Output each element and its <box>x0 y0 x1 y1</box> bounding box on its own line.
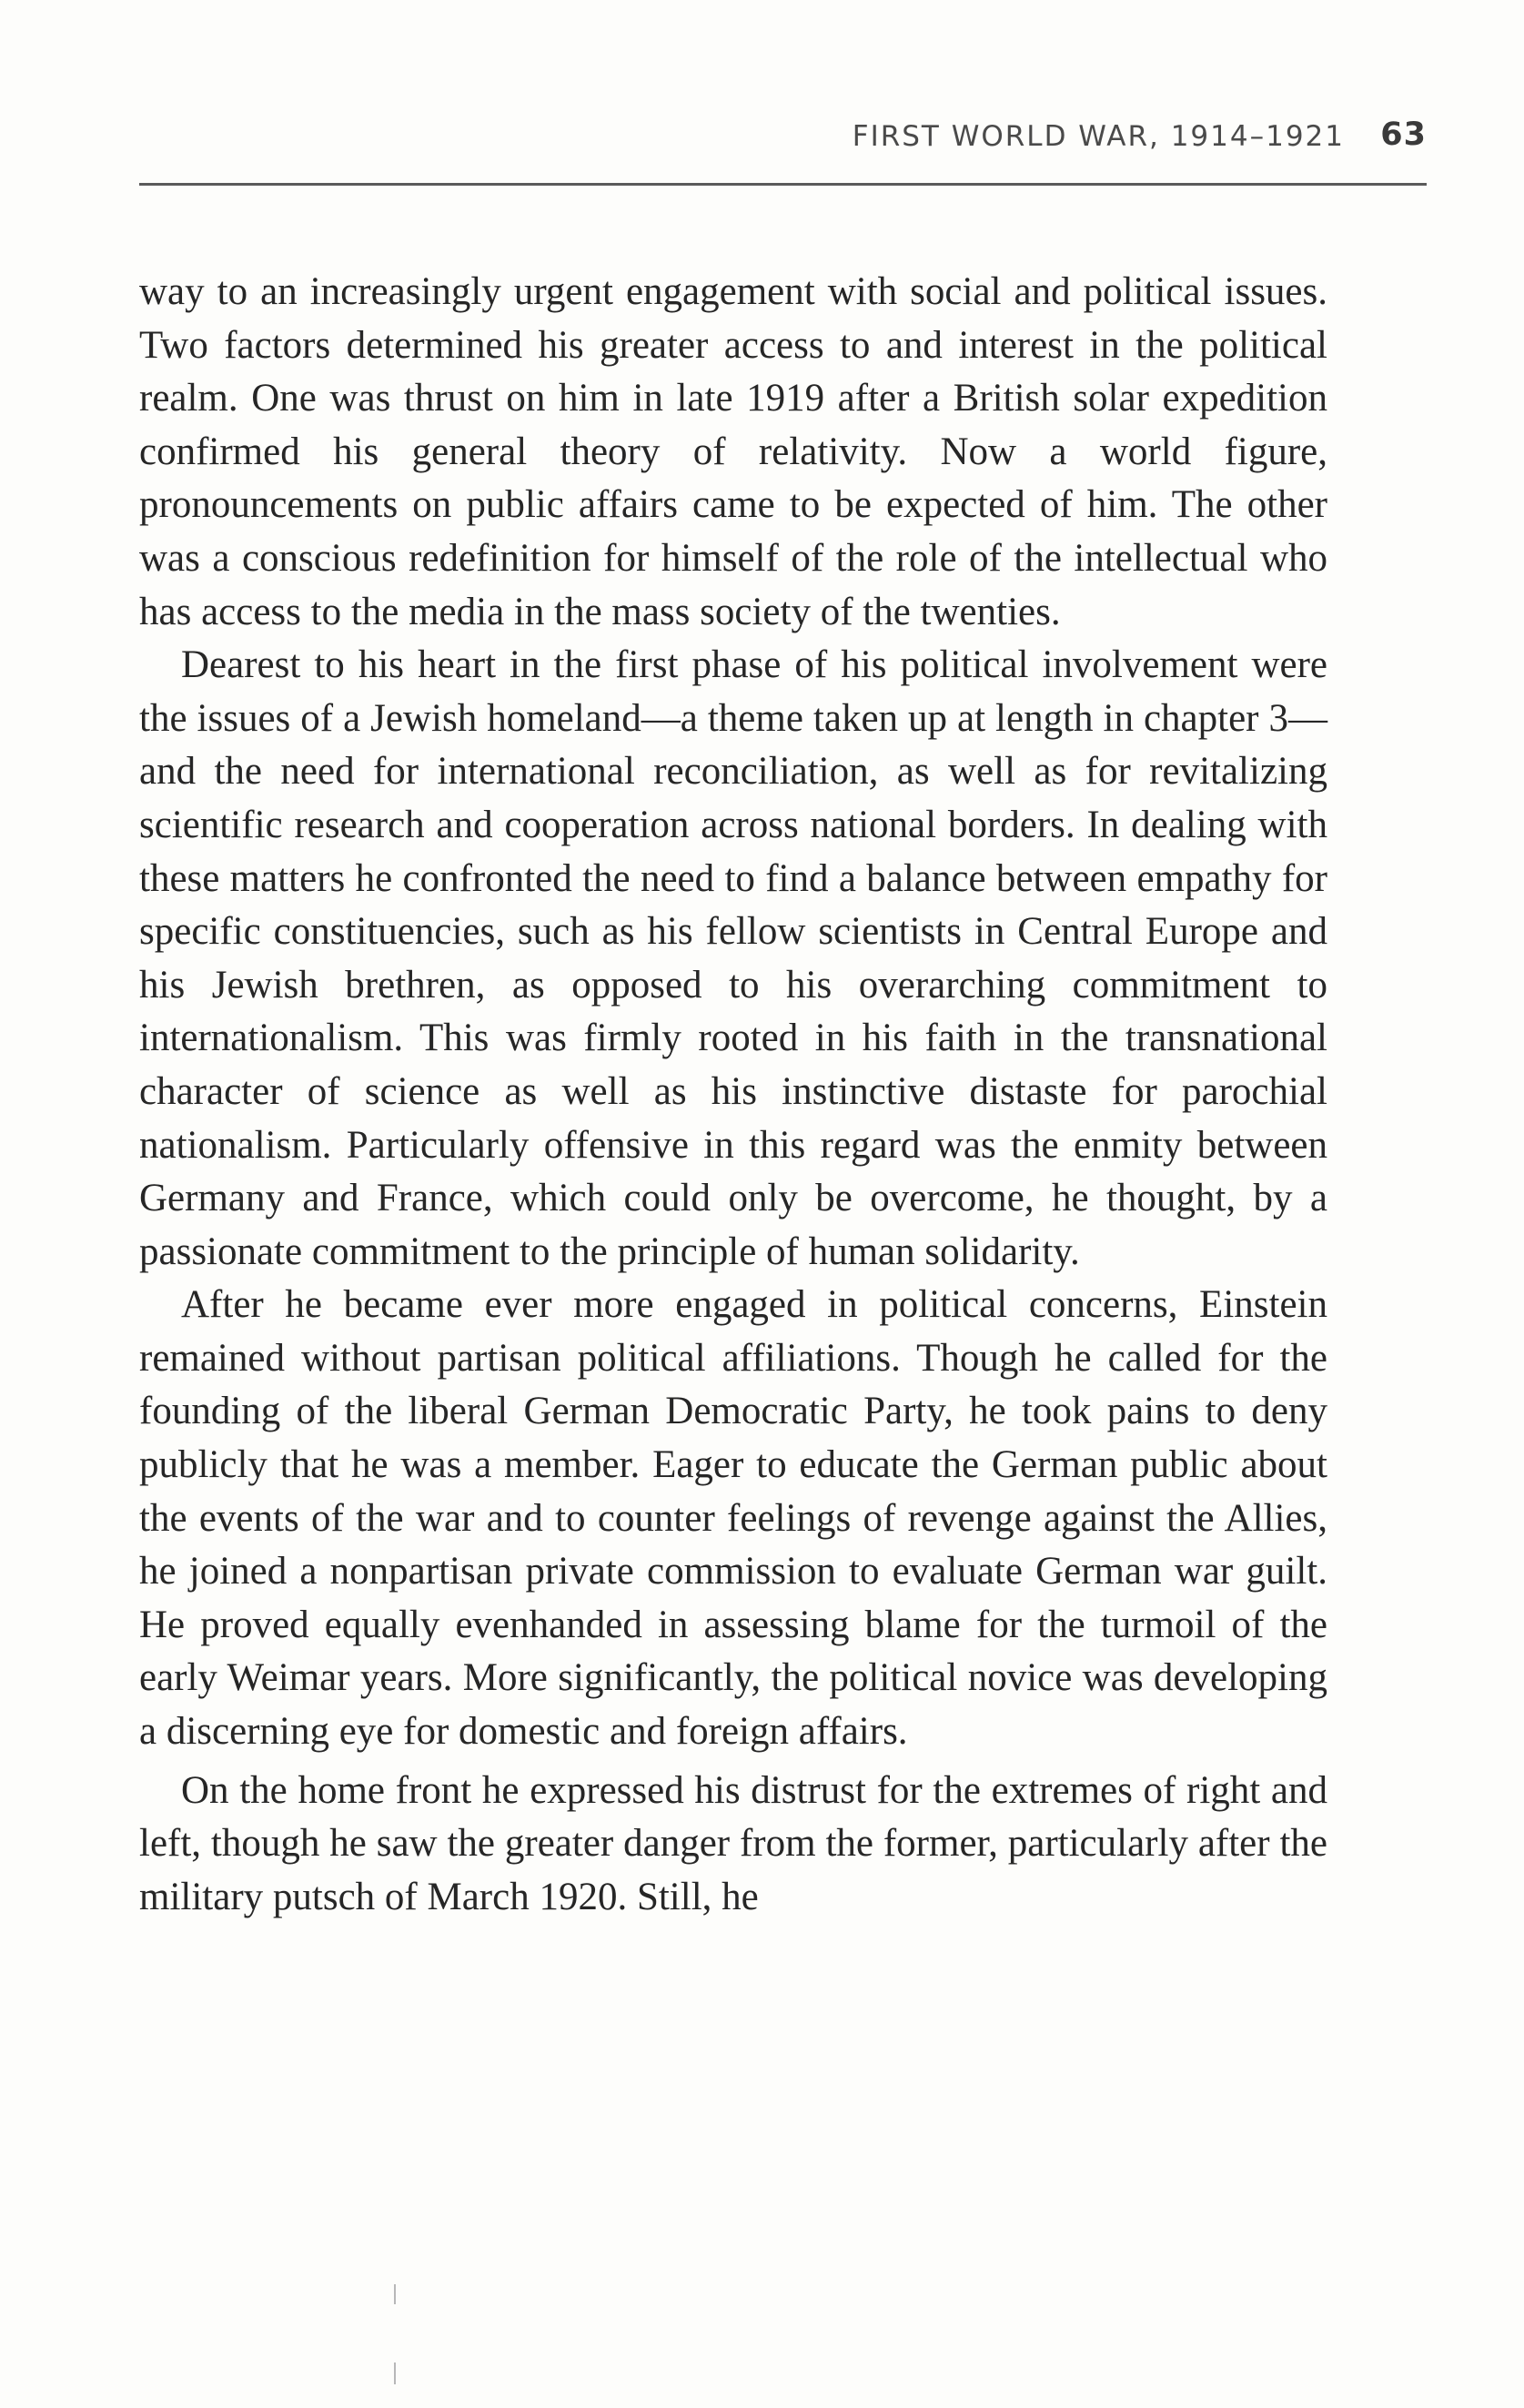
scan-speck <box>394 2284 396 2304</box>
paragraph-continued: way to an increasingly urgent engagement with social and political issues. Two factors determined his greater access to and interest in the political realm. One was thrust on him in late 1919 after a British solar expedition confirmed his general theory of relativity. Now a world figure, pronouncements on public affairs came to be expected of him. The other was a conscious redefinition for himself of the role of the intellectual who has access to the media in the mass society of the twenties. <box>139 270 1327 633</box>
scan-speck <box>394 2362 396 2384</box>
running-head <box>139 115 1427 160</box>
paragraph: After he became ever more engaged in political concerns, Einstein remained without partisan political affiliations. Though he called for the founding of the liberal German Democratic Party, he took pains to deny publicly that he was a member. Eager to educate the German public about the events of the war and to counter feelings of revenge against the Allies, he joined a nonpartisan private commission to evaluate German war guilt. He proved equally evenhanded in assessing blame for the turmoil of the early Weimar years. More significantly, the political novice was developing a discerning eye for domestic and foreign affairs. <box>139 1283 1327 1754</box>
paragraph: Dearest to his heart in the first phase of his political involvement were the issues of a Jewish homeland—a theme taken up at length in chapter 3—and the need for international reconciliation, as well as for revitalizing scientific research and cooperation across national borders. In dealing with these matters he confronted the need to find a balance between empathy for specific constituencies, such as his fellow scientists in Central Europe and his Jewish brethren, as opposed to his overarching commitment to internationalism. This was firmly rooted in his faith in the transnational character of science as well as his instinctive distaste for parochial nationalism. Particularly offensive in this regard was the enmity between Germany and France, which could only be overcome, he thought, by a passionate commitment to the principle of human solidarity. <box>139 643 1327 1273</box>
running-title: FIRST WORLD WAR, 1914–1921 <box>852 120 1345 153</box>
paragraph: On the home front he expressed his distrust for the extremes of right and left, though he saw the greater danger from the former, particularly after the military putsch of March 1920. Still, he <box>139 1768 1327 1918</box>
header-rule <box>139 183 1427 186</box>
page-number: 63 <box>1380 116 1427 153</box>
body-text <box>139 266 1327 1924</box>
